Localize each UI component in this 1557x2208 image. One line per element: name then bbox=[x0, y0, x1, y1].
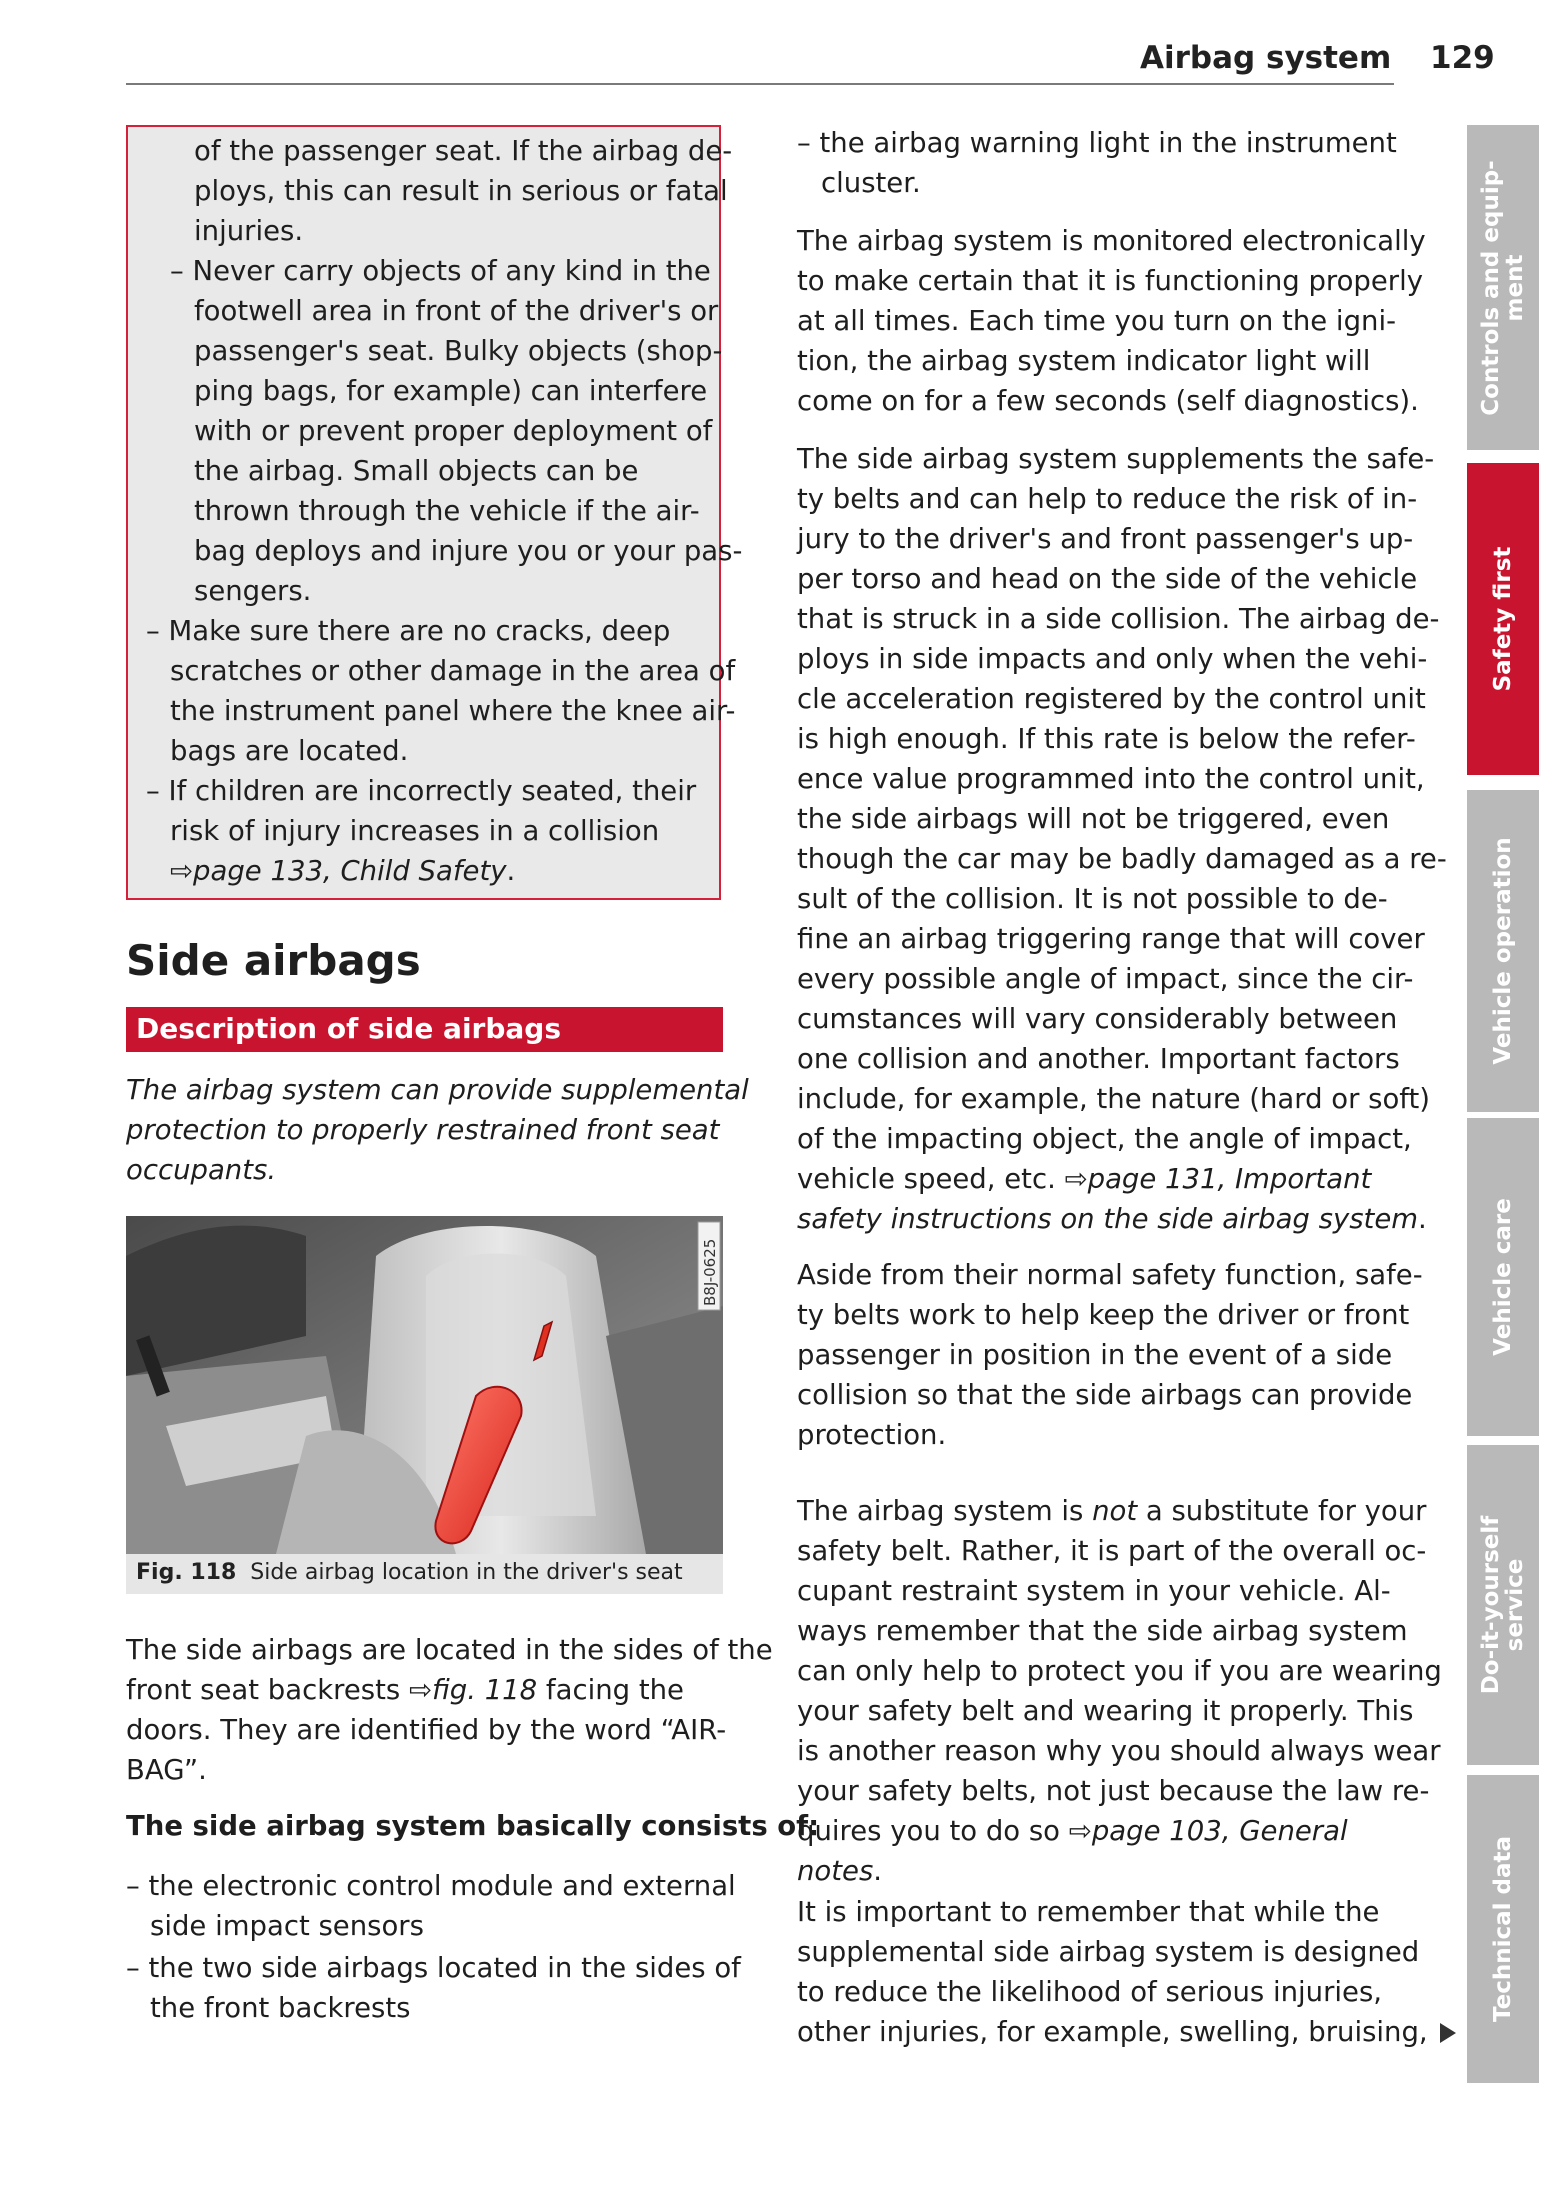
text-line: It is important to remember that while the bbox=[797, 1896, 1380, 1928]
text-line bbox=[797, 1491, 1442, 1531]
text-line: ence value programmed into the control unit, bbox=[797, 763, 1425, 795]
tab-do-it-yourself-service[interactable] bbox=[1467, 1445, 1539, 1765]
cross-ref-arrow-icon: ⇨ bbox=[170, 855, 194, 887]
warning-line: of the passenger seat. If the airbag de- bbox=[194, 135, 733, 167]
text-line: cumstances will vary considerably between bbox=[797, 1003, 1398, 1035]
text-line: can only help to protect you if you are wearing bbox=[797, 1655, 1442, 1687]
text-line: to make certain that it is functioning properly bbox=[797, 265, 1424, 297]
list-item-cont: the front backrests bbox=[150, 1992, 411, 2024]
text-span: . bbox=[1418, 1203, 1427, 1235]
consists-heading: The side airbag system basically consists of: bbox=[126, 1810, 820, 1842]
aside-paragraph bbox=[797, 1255, 1423, 1455]
text-line: ways remember that the side airbag system bbox=[797, 1615, 1408, 1647]
text-line: your safety belt and wearing it properly. This bbox=[797, 1695, 1414, 1727]
monitoring-paragraph bbox=[797, 221, 1426, 421]
warning-box bbox=[126, 125, 743, 900]
tab-label-line: ment bbox=[1502, 254, 1528, 321]
text-line: safety belt. Rather, it is part of the overall oc- bbox=[797, 1535, 1427, 1567]
tab-label-line: Safety first bbox=[1490, 546, 1516, 692]
text-line: Aside from their normal safety function, safe- bbox=[797, 1259, 1423, 1291]
seat-illustration bbox=[126, 1216, 723, 1554]
tab-label bbox=[1479, 1516, 1527, 1695]
tab-label bbox=[1491, 1836, 1515, 2022]
subsection-title: Description of side airbags bbox=[136, 1012, 562, 1045]
text-line: doors. They are identified by the word “AIR- bbox=[126, 1714, 727, 1746]
cross-ref-link[interactable]: page 103, General bbox=[1091, 1815, 1348, 1847]
text-line: tion, the airbag system indicator light will bbox=[797, 345, 1371, 377]
cross-ref-link-cont[interactable]: notes bbox=[797, 1855, 874, 1887]
warning-line: – If children are incorrectly seated, their bbox=[146, 775, 697, 807]
text-line: jury to the driver's and front passenger's up- bbox=[797, 523, 1414, 555]
text-line: fine an airbag triggering range that will cover bbox=[797, 923, 1425, 955]
text-line: cupant restraint system in your vehicle. Al- bbox=[797, 1575, 1391, 1607]
intro-line: protection to properly restrained front seat bbox=[126, 1114, 720, 1146]
list-item: – the airbag warning light in the instrument bbox=[797, 127, 1397, 159]
running-header-title: Airbag system bbox=[1140, 40, 1392, 76]
text-line: supplemental side airbag system is designed bbox=[797, 1936, 1420, 1968]
tab-label-line: Controls and equip- bbox=[1478, 159, 1504, 416]
warning-line: – Never carry objects of any kind in the bbox=[170, 255, 711, 287]
intro-text bbox=[126, 1070, 749, 1190]
figure-ref-link[interactable]: fig. 118 bbox=[431, 1674, 538, 1706]
text-line: of the impacting object, the angle of impact, bbox=[797, 1123, 1412, 1155]
warning-line: bag deploys and injure you or your pas- bbox=[194, 535, 743, 567]
text-span: a substitute for your bbox=[1137, 1495, 1427, 1527]
list-item: – the two side airbags located in the sides of bbox=[126, 1952, 741, 1984]
text-line: come on for a few seconds (self diagnostics). bbox=[797, 385, 1419, 417]
side-airbag-paragraph bbox=[797, 439, 1447, 1239]
cross-ref-link[interactable]: page 133, Child Safety bbox=[193, 855, 507, 887]
text-line: The side airbag system supplements the safe- bbox=[797, 443, 1435, 475]
text-line: that is struck in a side collision. The airbag de- bbox=[797, 603, 1440, 635]
tab-label bbox=[1491, 1198, 1515, 1356]
important-paragraph bbox=[797, 1892, 1456, 2052]
text-line: one collision and another. Important factors bbox=[797, 1043, 1400, 1075]
left-paragraph-1 bbox=[126, 1630, 773, 1790]
text-line: every possible angle of impact, since the cir- bbox=[797, 963, 1414, 995]
tab-label-line: Vehicle care bbox=[1490, 1198, 1516, 1356]
tab-safety-first[interactable] bbox=[1467, 463, 1539, 775]
warning-line: – Make sure there are no cracks, deep bbox=[146, 615, 671, 647]
text-line: collision so that the side airbags can provide bbox=[797, 1379, 1413, 1411]
subsection-bar bbox=[126, 1007, 723, 1052]
substitute-paragraph bbox=[797, 1491, 1442, 1891]
text-line: ploys in side impacts and only when the vehi- bbox=[797, 643, 1428, 675]
cross-ref-arrow-icon: ⇨ bbox=[408, 1674, 432, 1706]
warning-line: the airbag. Small objects can be bbox=[194, 455, 639, 487]
text-line: though the car may be badly damaged as a re- bbox=[797, 843, 1447, 875]
cross-ref-arrow-icon: ⇨ bbox=[1064, 1163, 1088, 1195]
intro-line: occupants. bbox=[126, 1154, 277, 1186]
emphasis: not bbox=[1092, 1495, 1138, 1527]
warning-ref-line bbox=[128, 851, 742, 891]
warning-line: scratches or other damage in the area of bbox=[170, 655, 736, 687]
text-line: The side airbags are located in the sides of the bbox=[126, 1634, 773, 1666]
figure-caption-text: Side airbag location in the driver's seat bbox=[250, 1560, 683, 1585]
page-number: 129 bbox=[1430, 40, 1495, 76]
tab-label-line: Technical data bbox=[1490, 1835, 1516, 2023]
warning-line: thrown through the vehicle if the air- bbox=[194, 495, 700, 527]
text-line bbox=[797, 1199, 1447, 1239]
list-item: – the electronic control module and external bbox=[126, 1870, 736, 1902]
text-span: front seat backrests bbox=[126, 1674, 409, 1706]
text-line bbox=[126, 1670, 773, 1710]
warning-line: passenger's seat. Bulky objects (shop- bbox=[194, 335, 723, 367]
header-rule bbox=[126, 83, 1394, 85]
tab-label-line: Do-it-yourself bbox=[1478, 1515, 1504, 1695]
warning-line: ping bags, for example) can interfere bbox=[194, 375, 708, 407]
tab-label bbox=[1491, 837, 1515, 1064]
text-line: ty belts and can help to reduce the risk of in- bbox=[797, 483, 1418, 515]
figure-caption bbox=[136, 1560, 683, 1585]
tab-controls-and-equipment[interactable] bbox=[1467, 125, 1539, 450]
warning-line: risk of injury increases in a collision bbox=[170, 815, 660, 847]
text-line bbox=[797, 1811, 1442, 1851]
text-span: quires you to do so bbox=[797, 1815, 1069, 1847]
warning-line: bags are located. bbox=[170, 735, 409, 767]
text-line: include, for example, the nature (hard or soft) bbox=[797, 1083, 1431, 1115]
right-list-continued bbox=[797, 123, 1397, 203]
text-line: your safety belts, not just because the law re- bbox=[797, 1775, 1430, 1807]
intro-line: The airbag system can provide supplemental bbox=[126, 1074, 749, 1106]
warning-line: ploys, this can result in serious or fatal bbox=[194, 175, 728, 207]
cross-ref-arrow-icon: ⇨ bbox=[1068, 1815, 1092, 1847]
warning-line: the instrument panel where the knee air- bbox=[170, 695, 736, 727]
text-span: facing the bbox=[537, 1674, 684, 1706]
list-item-cont: side impact sensors bbox=[150, 1910, 424, 1942]
text-line: per torso and head on the side of the vehicle bbox=[797, 563, 1418, 595]
text-line: is high enough. If this rate is below the refer- bbox=[797, 723, 1416, 755]
figure-118 bbox=[126, 1216, 723, 1594]
text-line bbox=[797, 1159, 1447, 1199]
text-line: sult of the collision. It is not possible to de- bbox=[797, 883, 1388, 915]
figure-code: B8J-0625 bbox=[701, 1238, 719, 1306]
text-line bbox=[797, 1851, 1442, 1891]
text-line: The airbag system is monitored electronically bbox=[797, 225, 1426, 257]
text-line: BAG”. bbox=[126, 1754, 207, 1786]
continue-arrow-icon bbox=[1440, 2023, 1456, 2043]
text-line: the side airbags will not be triggered, even bbox=[797, 803, 1390, 835]
ref-period: . bbox=[506, 855, 516, 887]
components-list bbox=[126, 1866, 741, 2028]
list-item-cont: cluster. bbox=[821, 167, 921, 199]
warning-line: sengers. bbox=[194, 575, 312, 607]
text-line: protection. bbox=[797, 1419, 947, 1451]
text-line: ty belts work to help keep the driver or front bbox=[797, 1299, 1410, 1331]
tab-technical-data[interactable] bbox=[1467, 1775, 1539, 2083]
text-span: The airbag system is bbox=[797, 1495, 1093, 1527]
figure-caption-label: Fig. 118 bbox=[136, 1560, 237, 1585]
tab-label-line: Vehicle operation bbox=[1490, 837, 1516, 1065]
tab-label-line: service bbox=[1502, 1558, 1528, 1652]
tab-label bbox=[1479, 160, 1527, 415]
text-line: at all times. Each time you turn on the igni- bbox=[797, 305, 1397, 337]
warning-line: footwell area in front of the driver's or bbox=[194, 295, 719, 327]
cross-ref-link[interactable]: page 131, Important bbox=[1087, 1163, 1372, 1195]
section-title: Side airbags bbox=[126, 936, 421, 985]
tab-vehicle-operation[interactable] bbox=[1467, 790, 1539, 1112]
text-span: . bbox=[873, 1855, 883, 1887]
text-line: is another reason why you should always wear bbox=[797, 1735, 1441, 1767]
text-span: other injuries, for example, swelling, bruising, bbox=[797, 2016, 1428, 2048]
text-line: to reduce the likelihood of serious injuries, bbox=[797, 1976, 1383, 2008]
warning-line: with or prevent proper deployment of bbox=[194, 415, 713, 447]
warning-line: injuries. bbox=[194, 215, 304, 247]
cross-ref-link-cont[interactable]: safety instructions on the side airbag system bbox=[797, 1203, 1419, 1235]
tab-label bbox=[1491, 547, 1515, 692]
text-line: passenger in position in the event of a side bbox=[797, 1339, 1393, 1371]
text-line bbox=[797, 2012, 1456, 2052]
tab-vehicle-care[interactable] bbox=[1467, 1118, 1539, 1436]
text-span: vehicle speed, etc. bbox=[797, 1163, 1065, 1195]
text-line: cle acceleration registered by the control unit bbox=[797, 683, 1426, 715]
